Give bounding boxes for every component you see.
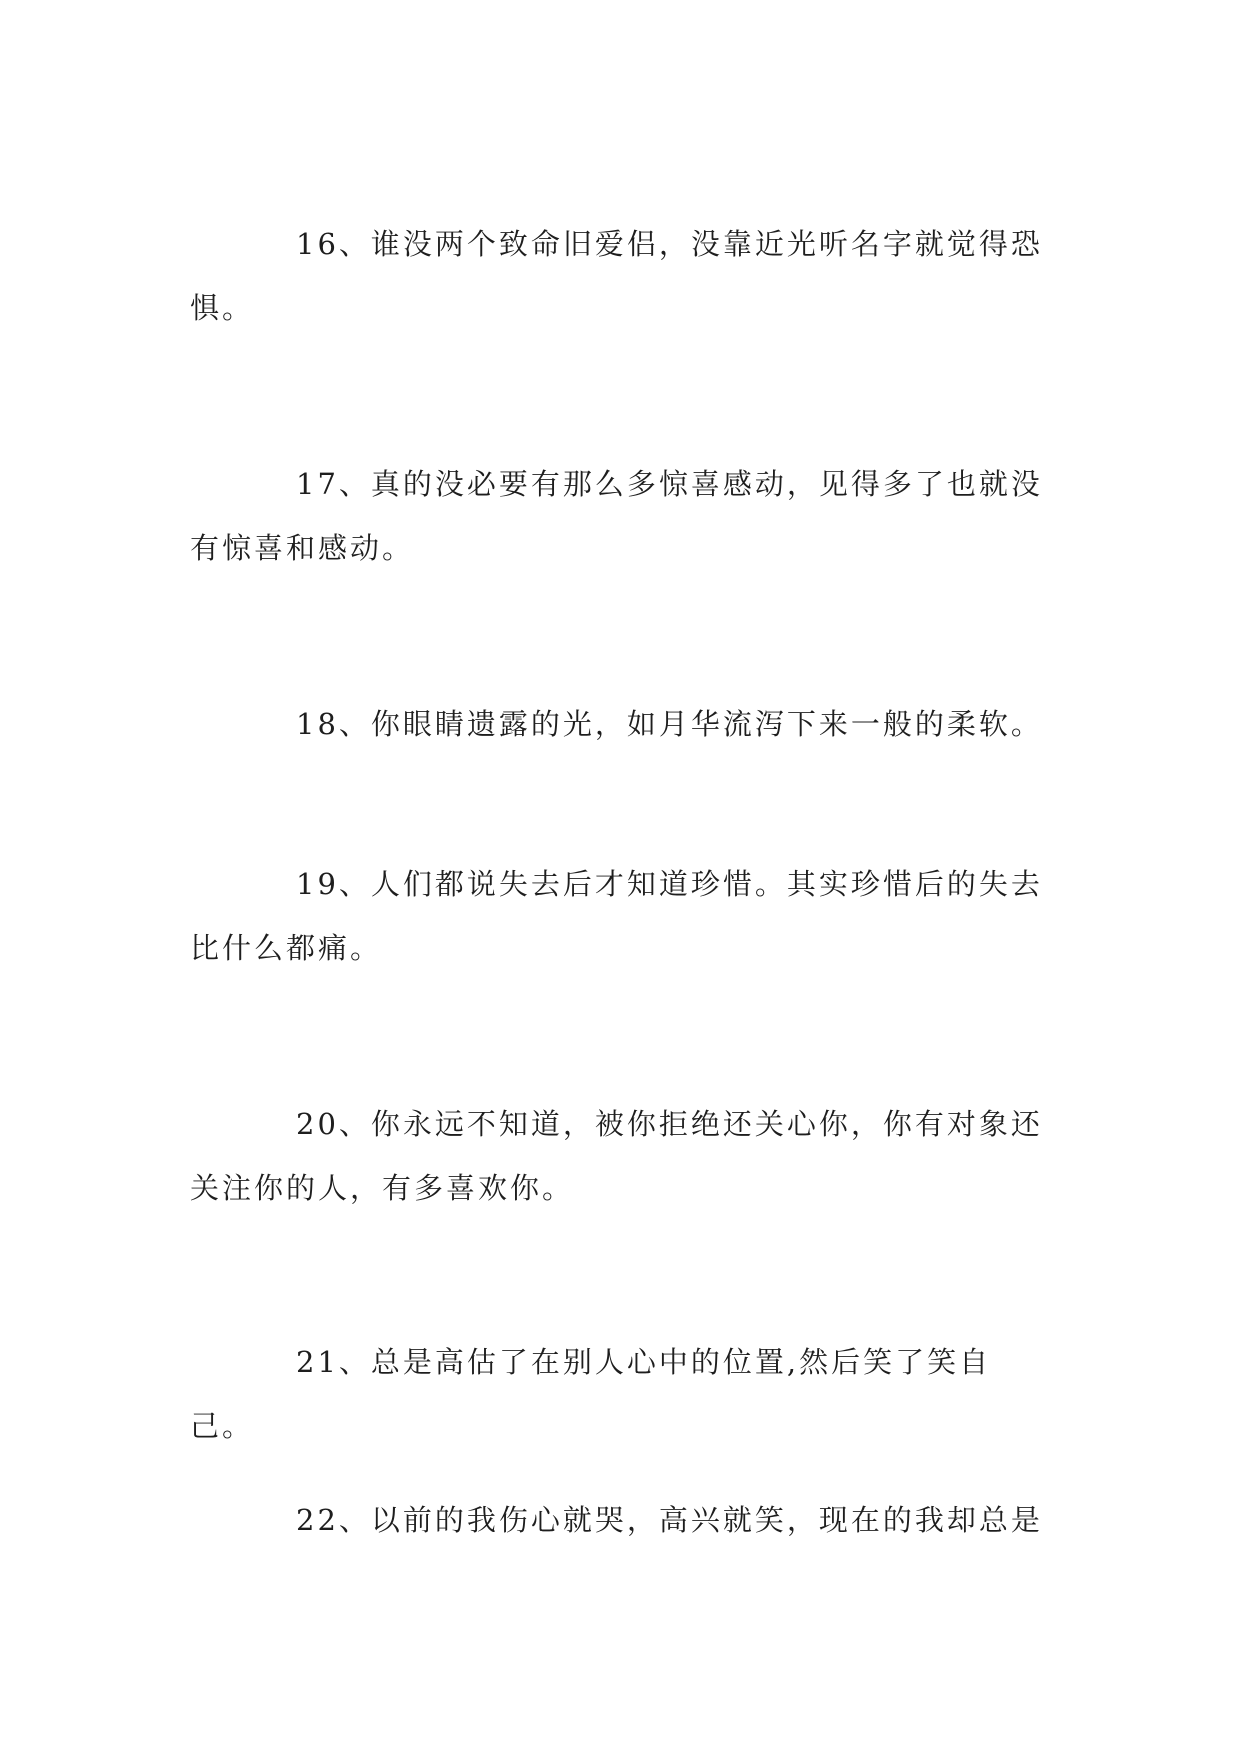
paragraph-18: 18、你眼睛遗露的光，如月华流泻下来一般的柔软。 (296, 707, 1043, 741)
paragraph-22: 22、以前的我伤心就哭，高兴就笑，现在的我却总是 (296, 1503, 1043, 1537)
paragraph-20: 20、你永远不知道，被你拒绝还关心你，你有对象还关注你的人，有多喜欢你。 (190, 1107, 1043, 1205)
paragraph-17: 17、真的没必要有那么多惊喜感动，见得多了也就没有惊喜和感动。 (190, 467, 1043, 565)
paragraph-21: 21、总是高估了在别人心中的位置,然后笑了笑自己。 (190, 1345, 992, 1443)
paragraph-19: 19、人们都说失去后才知道珍惜。其实珍惜后的失去比什么都痛。 (190, 867, 1043, 965)
paragraph-16: 16、谁没两个致命旧爱侣，没靠近光听名字就觉得恐惧。 (190, 227, 1043, 325)
